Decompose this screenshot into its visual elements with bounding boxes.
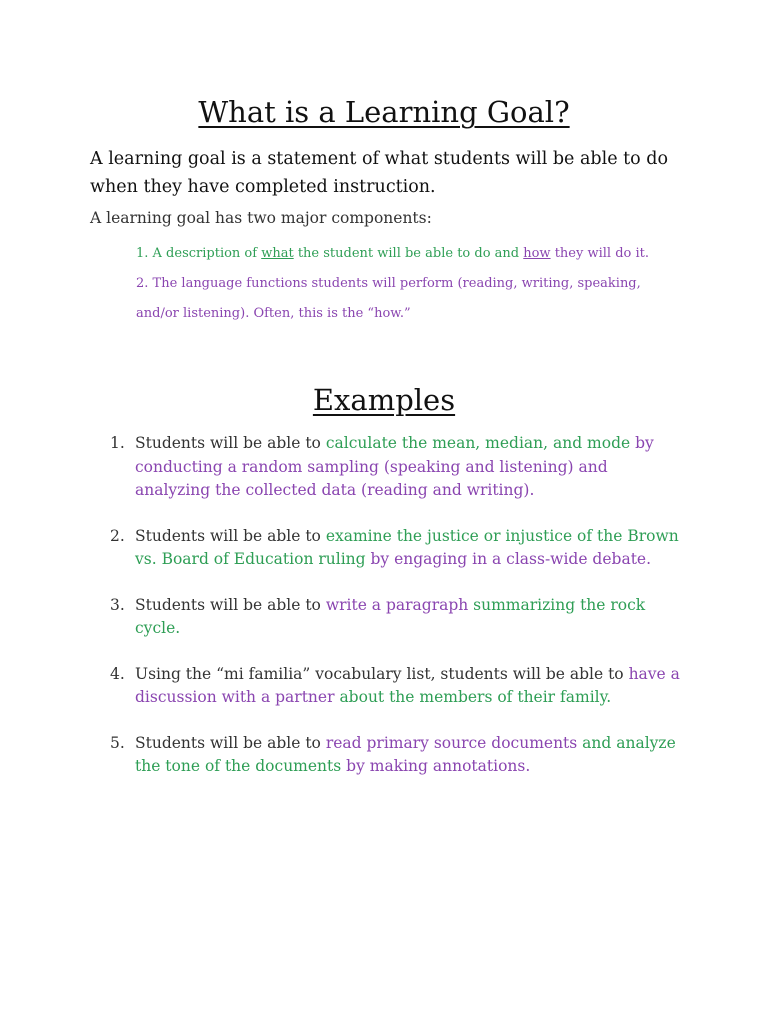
example-3-text-b: write a paragraph (325, 595, 469, 614)
component-item-2: 2. The language functions students will perform (reading, writing, speaking, and/or listening). Often, this is the “how.” (136, 276, 641, 321)
example-4-text-c: about the members of their family. (334, 688, 612, 706)
component-1-text-a: 1. A description of (136, 246, 262, 261)
example-5-text-d: by making annotations. (341, 757, 531, 775)
example-3-number: 3. (110, 595, 125, 614)
examples-title: Examples (312, 383, 456, 417)
example-5-text-a: Students will be able to (135, 733, 326, 752)
example-5-number: 5. (110, 733, 125, 752)
example-1-text-a: Students will be able to (135, 434, 326, 452)
example-3-text-c: summarizing the rock cycle. (135, 595, 646, 637)
example-1-text-c: by conducting a random sampling (speaking and listening) and analyzing the collected data (reading and writing). (135, 434, 654, 499)
example-4-text-a: Using the “mi familia” vocabulary list, students will be able to (135, 664, 629, 683)
components-intro: A learning goal has two major components: (90, 209, 432, 227)
example-item-3 (110, 594, 685, 641)
components-list (136, 239, 676, 329)
component-1-how: how (523, 246, 551, 261)
component-1-text-e: they will do it. (550, 246, 649, 261)
component-item-1 (136, 239, 676, 269)
page-title: What is a Learning Goal? (198, 95, 570, 129)
examples-list (110, 432, 685, 801)
example-item-5 (110, 732, 685, 779)
example-5-text-c: and analyze the tone of the documents (135, 733, 676, 775)
example-2-number: 2. (110, 526, 125, 545)
component-1-text-c: the student will be able to do and (293, 246, 524, 261)
example-5-text-b: read primary source documents (325, 733, 578, 752)
example-2-text-b: examine the justice or injustice of the Brown vs. Board of Education ruling (135, 526, 679, 568)
definition-paragraph: A learning goal is a statement of what students will be able to do when they have completed instruction. (90, 149, 668, 197)
example-2-text-a: Students will be able to (135, 526, 326, 545)
example-4-number: 4. (110, 664, 125, 683)
example-item-1 (110, 432, 685, 503)
example-item-4 (110, 663, 685, 710)
component-1-what: what (261, 246, 294, 261)
example-3-text-a: Students will be able to (135, 595, 326, 614)
example-item-2 (110, 525, 685, 572)
example-4-text-b: have a discussion with a partner (135, 664, 680, 706)
example-2-text-c: by engaging in a class-wide debate. (365, 550, 652, 568)
example-1-number: 1. (110, 434, 125, 452)
example-1-text-b: calculate the mean, median, and mode (325, 434, 631, 452)
